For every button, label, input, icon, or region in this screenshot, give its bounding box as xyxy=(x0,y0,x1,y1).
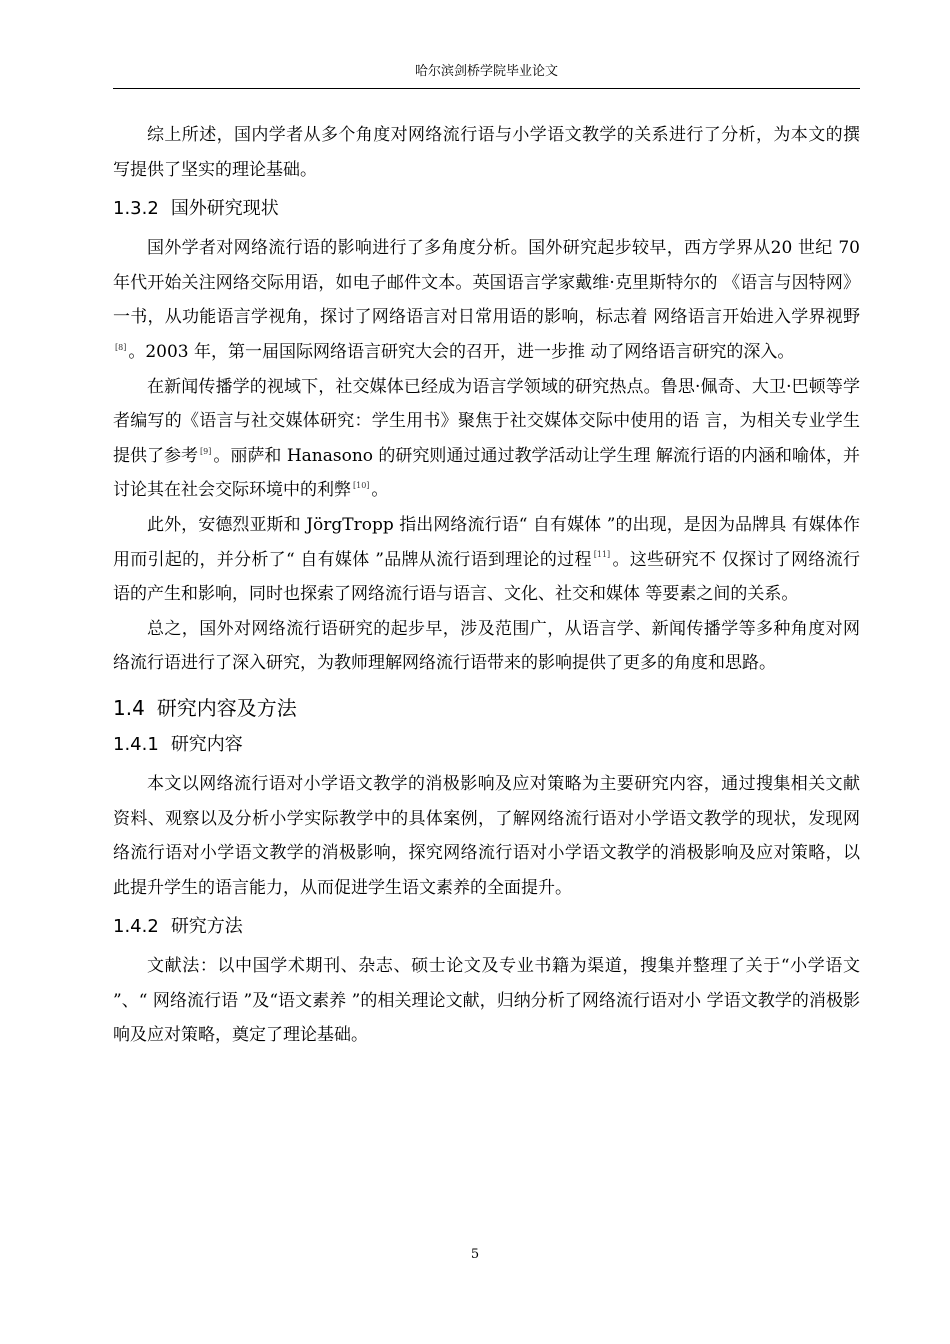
section-title: 研究内容及方法 xyxy=(156,695,297,720)
page-number: 5 xyxy=(470,1247,480,1262)
text-run: 。2003 年，第一届国际网络语言研究大会的召开，进一步推 动了网络语言研究的深入。 xyxy=(128,341,795,362)
paragraph-domestic-summary: 综上所述，国内学者从多个角度对网络流行语与小学语文教学的关系进行了分析，为本文的撰写提供了坚实的理论基础。 xyxy=(113,125,860,180)
citation-11: [11] xyxy=(593,550,611,560)
citation-10: [10] xyxy=(353,481,370,491)
paragraph-social-media xyxy=(113,370,860,508)
heading-1-3-2 xyxy=(113,197,860,221)
section-number: 1.4.1 xyxy=(113,733,159,755)
citation-8: [8] xyxy=(115,342,127,352)
paragraph-foreign-summary: 总之，国外对网络流行语研究的起步早，涉及范围广，从语言学、新闻传播学等多种角度对网络流行语进行了深入研究，为教师理解网络流行语带来的影响提供了更多的角度和思路。 xyxy=(113,618,860,674)
text-run: 国外学者对网络流行语的影响进行了多角度分析。国外研究起步较早，西方学界从20 世纪 70 年代开始关注网络交际用语，如电子邮件文本。英国语言学家戴维·克里斯特尔的 《语言与因特网》一书，从功能语言学视角，探讨了网络语言对日常用语的影响，标志着 网络语言开始进入学界视野 xyxy=(113,238,860,328)
section-number: 1.3.2 xyxy=(113,198,159,220)
text-run: 。丽萨和 Hanasono 的研究则通过通过教学活动让学生理 解流行语的内涵和喻体，并讨论其在社会交际环境中的利弊 xyxy=(113,445,860,501)
heading-1-4-1 xyxy=(113,733,860,757)
text-run: 在新闻传播学的视域下，社交媒体已经成为语言学领域的研究热点。鲁思·佩奇、大卫·巴顿等学者编写的《语言与社交媒体研究：学生用书》聚焦于社交媒体交际中使用的语 言，为相关专业学生提供了参考 xyxy=(113,376,860,466)
paragraph-owned-media xyxy=(113,508,860,612)
page-header xyxy=(113,58,860,89)
heading-1-4-2 xyxy=(113,915,860,939)
paragraph-research-content: 本文以网络流行语对小学语文教学的消极影响及应对策略为主要研究内容，通过搜集相关文献资料、观察以及分析小学实际教学中的具体案例，了解网络流行语对小学语文教学的现状，发现网络流行语对小学语文教学的消极影响，探究网络流行语对小学语文教学的消极影响及应对策略，以此提升学生的语言能力，从而促进学生语文素养的全面提升。 xyxy=(113,773,860,898)
section-number: 1.4.2 xyxy=(113,916,159,938)
section-number: 1.4 xyxy=(113,695,145,720)
section-title: 研究方法 xyxy=(170,916,243,938)
heading-1-4 xyxy=(113,695,860,721)
paragraph-literature-method: 文献法：以中国学术期刊、杂志、硕士论文及专业书籍为渠道，搜集并整理了关于“小学语文 ”、“ 网络流行语 ”及“语文素养 ”的相关理论文献，归纳分析了网络流行语对小 学语文教学的消极影响及应对策略，奠定了理论基础。 xyxy=(113,956,860,1046)
paragraph-foreign-overview xyxy=(113,231,860,369)
text-run: 。这些研究不 仅探讨了网络流行语的产生和影响，同时也探索了网络流行语与语言、文化、社交和媒体 等要素之间的关系。 xyxy=(113,549,860,605)
page-body xyxy=(113,118,860,1053)
section-title: 国外研究现状 xyxy=(170,198,279,220)
citation-9: [9] xyxy=(200,446,212,456)
page-footer xyxy=(0,1247,950,1262)
text-run: 此外，安德烈亚斯和 JörgTropp 指出网络流行语“ 自有媒体 ”的出现，是因为品牌具 有媒体作用而引起的，并分析了“ 自有媒体 ”品牌从流行语到理论的过程 xyxy=(113,514,860,570)
header-title: 哈尔滨剑桥学院毕业论文 xyxy=(414,64,558,79)
section-title: 研究内容 xyxy=(170,733,243,755)
text-run: 。 xyxy=(371,480,389,501)
